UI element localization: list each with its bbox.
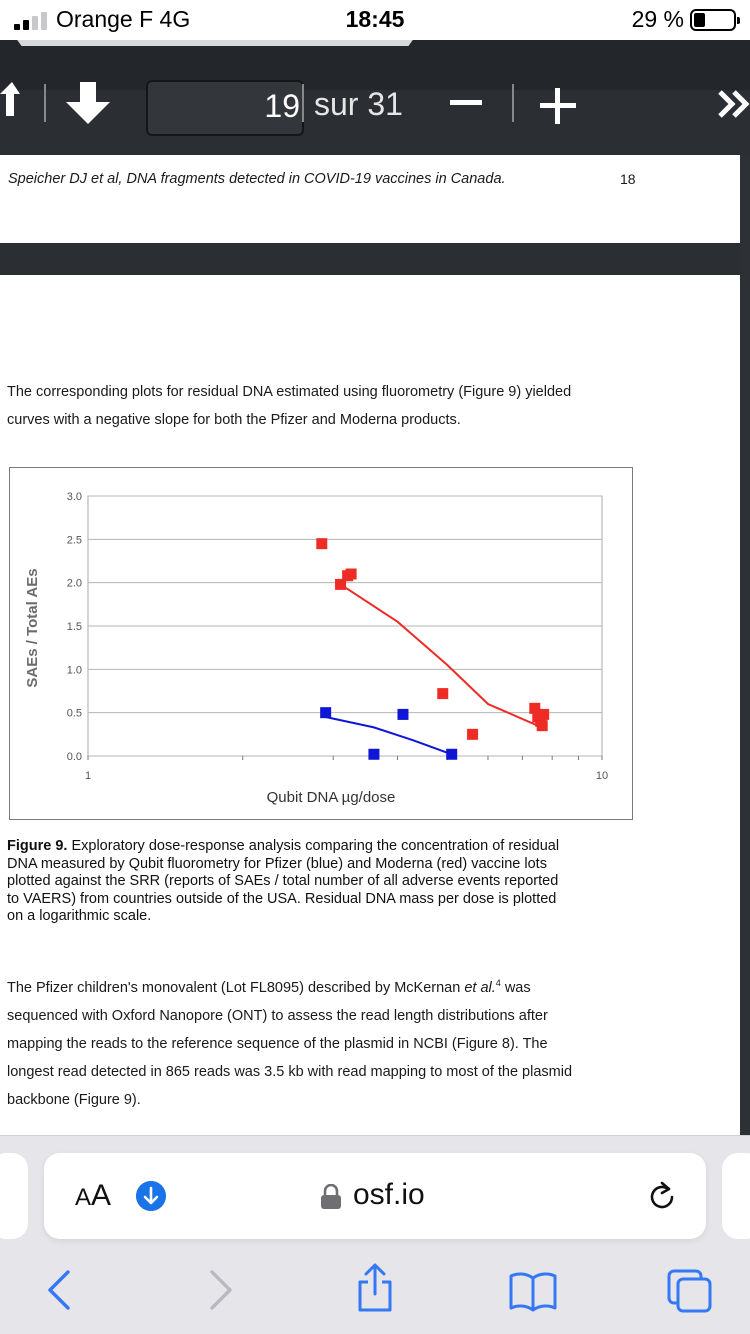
battery-percentage: 29 % bbox=[631, 6, 684, 32]
body-line: sequenced with Oxford Nanopore (ONT) to assess the read length distributions after bbox=[7, 1007, 548, 1024]
body-line bbox=[7, 969, 647, 1002]
page-count-label: sur 31 bbox=[314, 86, 403, 122]
trend-line bbox=[326, 717, 452, 754]
battery-icon bbox=[690, 9, 736, 31]
data-point bbox=[467, 729, 478, 740]
running-head: Speicher DJ et al, DNA fragments detected in COVID-19 vaccines in Canada. bbox=[8, 171, 506, 187]
intro-line: curves with a negative slope for both the Pfizer and Moderna products. bbox=[7, 412, 461, 428]
x-tick-label: 10 bbox=[595, 770, 609, 782]
document-title-sliver bbox=[0, 40, 430, 46]
page-gap bbox=[0, 243, 750, 275]
status-bar bbox=[0, 0, 750, 40]
minus-icon[interactable] bbox=[450, 100, 482, 105]
toolbar-separator bbox=[44, 84, 46, 122]
y-tick-label: 0.0 bbox=[66, 751, 82, 763]
running-page-number: 18 bbox=[620, 171, 636, 187]
intro-paragraph bbox=[7, 378, 647, 434]
caption-line: on a logarithmic scale. bbox=[7, 908, 152, 924]
arrow-up-icon[interactable] bbox=[0, 80, 24, 120]
toolbar-separator bbox=[512, 84, 514, 122]
caption-line: Exploratory dose-response analysis comparing the concentration of residual bbox=[67, 838, 560, 854]
y-tick-label: 1.5 bbox=[66, 621, 82, 633]
carrier-label: Orange F 4G bbox=[56, 6, 191, 32]
body-text: The Pfizer children's monovalent (Lot FL8095) described by McKernan bbox=[7, 979, 465, 996]
y-tick-label: 3.0 bbox=[66, 491, 82, 503]
scatter-plot bbox=[10, 468, 634, 821]
aa-small-letter: A bbox=[75, 1184, 92, 1211]
y-tick-label: 1.0 bbox=[66, 664, 82, 677]
data-point bbox=[320, 707, 331, 718]
arrow-down-icon[interactable] bbox=[64, 80, 112, 126]
plus-icon[interactable] bbox=[540, 88, 576, 124]
figure-9-chart bbox=[9, 467, 633, 820]
page-settings-button[interactable] bbox=[75, 1179, 111, 1213]
et-al-italic: et al. bbox=[464, 979, 496, 996]
body-line: longest read detected in 865 reads was 3.5 kb with read mapping to most of the plasmid bbox=[7, 1063, 573, 1080]
chevron-right-icon[interactable] bbox=[206, 1268, 236, 1312]
double-chevron-right-icon[interactable] bbox=[716, 84, 750, 124]
x-tick-label: 1 bbox=[84, 770, 92, 782]
data-point bbox=[368, 749, 379, 760]
trend-line bbox=[341, 584, 538, 725]
body-paragraph bbox=[7, 969, 647, 1114]
intro-line: The corresponding plots for residual DNA estimated using fluorometry (Figure 9) yielded bbox=[7, 384, 572, 400]
reference-superscript: 4 bbox=[495, 978, 501, 988]
body-line: mapping the reads to the reference sequence of the plasmid in NCBI (Figure 8). The bbox=[7, 1035, 548, 1052]
next-tab-preview[interactable] bbox=[722, 1153, 750, 1239]
data-point bbox=[537, 720, 548, 731]
toolbar-separator bbox=[302, 84, 304, 122]
data-point bbox=[446, 749, 457, 760]
lock-icon bbox=[320, 1184, 342, 1210]
caption-line: plotted against the SRR (reports of SAEs / total number of all adverse events reported bbox=[7, 873, 559, 889]
current-page-number[interactable]: 19 bbox=[264, 88, 300, 124]
tabs-icon[interactable] bbox=[666, 1268, 714, 1314]
clock: 18:45 bbox=[345, 6, 405, 32]
chevron-left-icon[interactable] bbox=[44, 1268, 74, 1312]
book-icon[interactable] bbox=[508, 1270, 558, 1312]
y-axis-label: SAEs / Total AEs bbox=[24, 568, 41, 688]
y-tick-label: 2.5 bbox=[66, 534, 82, 547]
y-tick-label: 0.5 bbox=[66, 707, 82, 720]
previous-tab-preview[interactable] bbox=[0, 1153, 28, 1239]
data-point bbox=[538, 709, 549, 720]
caption-label: Figure 9. bbox=[7, 838, 68, 854]
page-scrollbar[interactable] bbox=[740, 155, 750, 1135]
share-icon[interactable] bbox=[354, 1262, 396, 1314]
x-axis-label: Qubit DNA µg/dose bbox=[266, 789, 396, 806]
aa-big-letter: A bbox=[91, 1179, 112, 1212]
url-text[interactable]: osf.io bbox=[353, 1178, 425, 1211]
data-point bbox=[346, 569, 357, 580]
download-arrow-icon[interactable] bbox=[136, 1181, 166, 1211]
data-point bbox=[397, 709, 408, 720]
caption-line: DNA measured by Qubit fluorometry for Pfizer (blue) and Moderna (red) vaccine lots bbox=[7, 855, 547, 872]
figure-caption bbox=[7, 838, 647, 926]
body-line: backbone (Figure 9). bbox=[7, 1091, 141, 1108]
data-point bbox=[437, 688, 448, 699]
pdf-page-18-bottom bbox=[0, 155, 740, 243]
reload-icon[interactable] bbox=[646, 1180, 680, 1214]
data-point bbox=[316, 538, 327, 549]
body-text: was bbox=[500, 979, 531, 996]
caption-line: to VAERS) from countries outside of the USA. Residual DNA mass per dose is plotted bbox=[7, 890, 557, 907]
y-tick-label: 2.0 bbox=[66, 577, 82, 590]
toolbar-top-band bbox=[0, 40, 750, 90]
